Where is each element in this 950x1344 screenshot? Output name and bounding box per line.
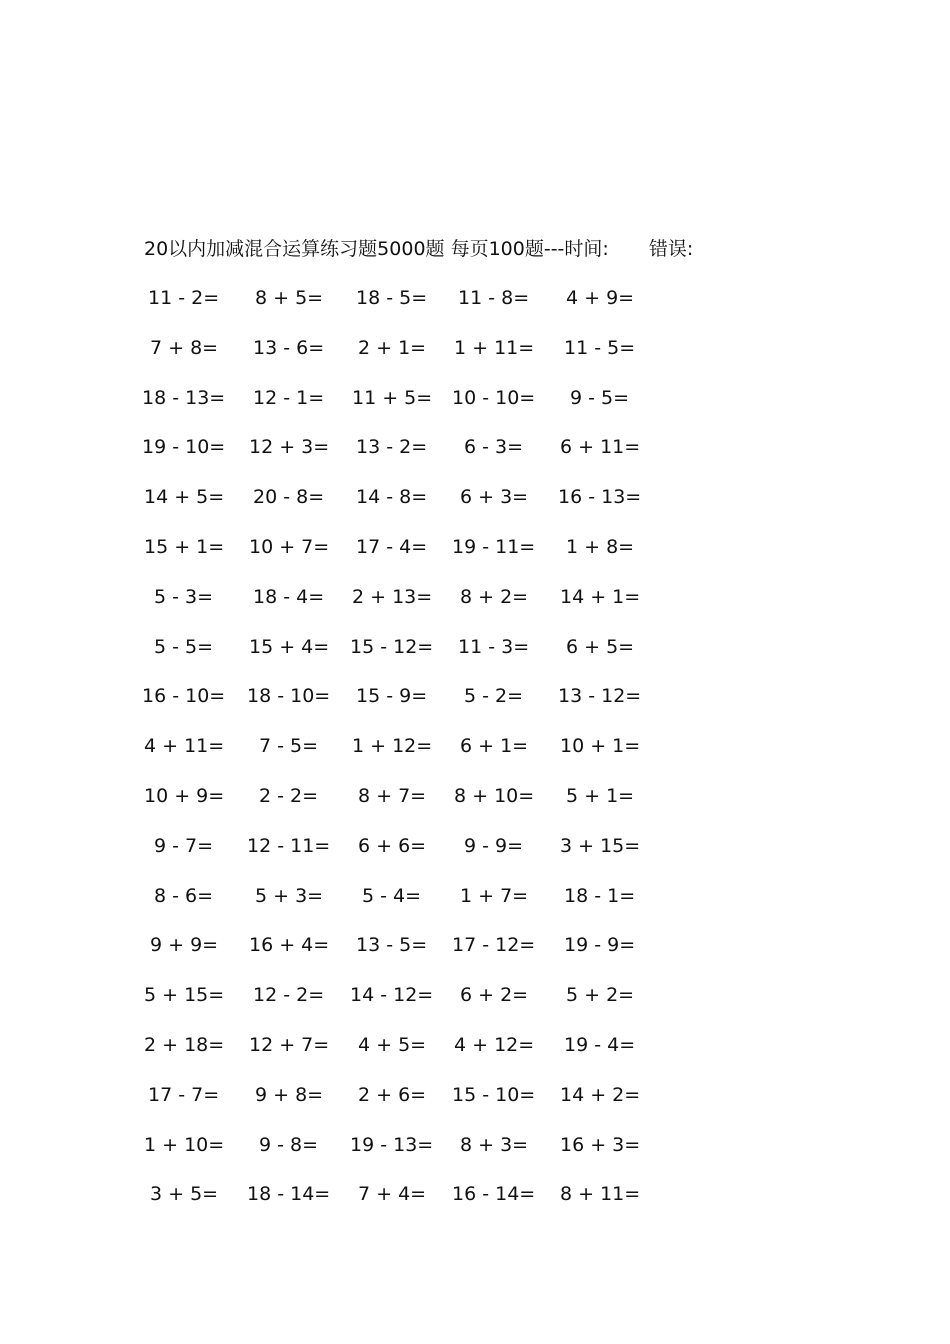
- math-problem: 18 - 5=: [356, 287, 428, 309]
- math-problem: 20 - 8=: [253, 486, 325, 509]
- math-problem: 14 + 1=: [560, 585, 641, 608]
- math-problem: 16 - 14=: [452, 1183, 536, 1206]
- math-problem: 8 + 10=: [454, 784, 535, 807]
- math-problem: 4 + 11=: [144, 735, 225, 758]
- math-problem: 3 + 15=: [560, 834, 641, 857]
- math-problem: 11 - 3=: [458, 635, 530, 658]
- math-problem: 12 + 7=: [249, 1033, 330, 1056]
- math-problem: 5 - 4=: [362, 884, 422, 907]
- math-problem: 8 + 5=: [255, 287, 324, 309]
- math-problem: 17 - 12=: [452, 934, 536, 957]
- math-problem: 12 - 1=: [253, 386, 325, 409]
- math-problem: 16 + 4=: [249, 934, 330, 957]
- math-problem: 9 - 9=: [464, 834, 524, 857]
- math-problem: 10 - 10=: [452, 386, 536, 409]
- math-problem: 6 + 6=: [358, 834, 427, 857]
- math-problem: 8 + 11=: [560, 1183, 641, 1206]
- math-problem: 10 + 7=: [249, 535, 330, 558]
- math-problem: 3 + 5=: [150, 1183, 219, 1206]
- math-problem: 12 + 3=: [249, 436, 330, 459]
- math-problem: 16 - 10=: [142, 685, 226, 708]
- math-problem: 1 + 8=: [566, 535, 635, 558]
- math-problem: 7 + 4=: [358, 1183, 427, 1206]
- math-problem: 6 + 2=: [460, 984, 529, 1007]
- math-problem: 19 - 13=: [350, 1133, 434, 1156]
- math-problem: 5 - 2=: [464, 685, 524, 708]
- math-problem: 12 - 2=: [253, 984, 325, 1007]
- math-problem: 13 - 2=: [356, 436, 428, 459]
- math-problem: 10 + 1=: [560, 735, 641, 758]
- math-problem: 14 - 8=: [356, 486, 428, 509]
- math-problem: 6 + 1=: [460, 735, 529, 758]
- math-problem: 5 + 2=: [566, 984, 635, 1007]
- math-problem: 16 - 13=: [558, 486, 642, 509]
- math-problem: 14 - 12=: [350, 984, 434, 1007]
- math-problem: 15 - 9=: [356, 685, 428, 708]
- math-problem: 5 + 15=: [144, 984, 225, 1007]
- math-problem: 4 + 5=: [358, 1033, 427, 1056]
- math-problem: 9 + 9=: [150, 934, 219, 957]
- math-problem: 11 - 5=: [564, 336, 636, 359]
- math-problem: 9 - 8=: [259, 1133, 319, 1156]
- math-problem: 13 - 5=: [356, 934, 428, 957]
- math-problem: 8 + 7=: [358, 784, 427, 807]
- math-problem: 15 - 12=: [350, 635, 434, 658]
- math-problem: 6 + 5=: [566, 635, 635, 658]
- math-problem: 6 - 3=: [464, 436, 524, 459]
- math-problem: 1 + 10=: [144, 1133, 225, 1156]
- math-problem: 14 + 5=: [144, 486, 225, 509]
- math-problem: 9 + 8=: [255, 1083, 324, 1106]
- math-problem: 6 + 3=: [460, 486, 529, 509]
- math-problem: 16 + 3=: [560, 1133, 641, 1156]
- worksheet-title: 20以内加减混合运算练习题5000题 每页100题---时间:: [144, 238, 609, 260]
- math-problem: 11 + 5=: [352, 386, 433, 409]
- math-problem: 11 - 8=: [458, 287, 530, 309]
- math-problem: 5 - 3=: [154, 585, 214, 608]
- math-problem: 19 - 10=: [142, 436, 226, 459]
- math-problem: 15 - 10=: [452, 1083, 536, 1106]
- math-problem: 2 + 18=: [144, 1033, 225, 1056]
- math-problem: 19 - 11=: [452, 535, 536, 558]
- math-problem: 17 - 4=: [356, 535, 428, 558]
- math-problem: 9 - 7=: [154, 834, 214, 857]
- math-problem: 10 + 9=: [144, 784, 225, 807]
- math-problem: 19 - 4=: [564, 1033, 636, 1056]
- math-problem: 18 - 10=: [247, 685, 331, 708]
- math-problem: 13 - 6=: [253, 336, 325, 359]
- math-problem: 5 + 3=: [255, 884, 324, 907]
- math-problem: 2 + 13=: [352, 585, 433, 608]
- math-problem: 15 + 4=: [249, 635, 330, 658]
- errors-label: 错误:: [648, 238, 694, 260]
- math-problem: 14 + 2=: [560, 1083, 641, 1106]
- math-problem: 1 + 11=: [454, 336, 535, 359]
- math-problem: 4 + 12=: [454, 1033, 535, 1056]
- math-problem: 18 - 13=: [142, 386, 226, 409]
- math-problem: 9 - 5=: [570, 386, 630, 409]
- math-problem: 8 - 6=: [154, 884, 214, 907]
- math-problem: 4 + 9=: [566, 287, 635, 309]
- math-problem: 5 + 1=: [566, 784, 635, 807]
- math-problem: 18 - 1=: [564, 884, 636, 907]
- math-problem: 7 + 8=: [150, 336, 219, 359]
- math-problem: 2 + 6=: [358, 1083, 427, 1106]
- math-problem: 7 - 5=: [259, 735, 319, 758]
- math-problem: 15 + 1=: [144, 535, 225, 558]
- math-problem: 8 + 3=: [460, 1133, 529, 1156]
- math-problem: 1 + 7=: [460, 884, 529, 907]
- math-problem: 18 - 14=: [247, 1183, 331, 1206]
- math-problem: 6 + 11=: [560, 436, 641, 459]
- math-problem: 1 + 12=: [352, 735, 433, 758]
- math-problem: 2 + 1=: [358, 336, 427, 359]
- worksheet-header: [144, 236, 693, 262]
- math-problem: 5 - 5=: [154, 635, 214, 658]
- math-problem: 19 - 9=: [564, 934, 636, 957]
- math-problem: 13 - 12=: [558, 685, 642, 708]
- math-problem: 18 - 4=: [253, 585, 325, 608]
- math-problem: 12 - 11=: [247, 834, 331, 857]
- math-problem: 8 + 2=: [460, 585, 529, 608]
- math-problem: 11 - 2=: [148, 287, 220, 309]
- math-problem: 17 - 7=: [148, 1083, 220, 1106]
- math-problem: 2 - 2=: [259, 784, 319, 807]
